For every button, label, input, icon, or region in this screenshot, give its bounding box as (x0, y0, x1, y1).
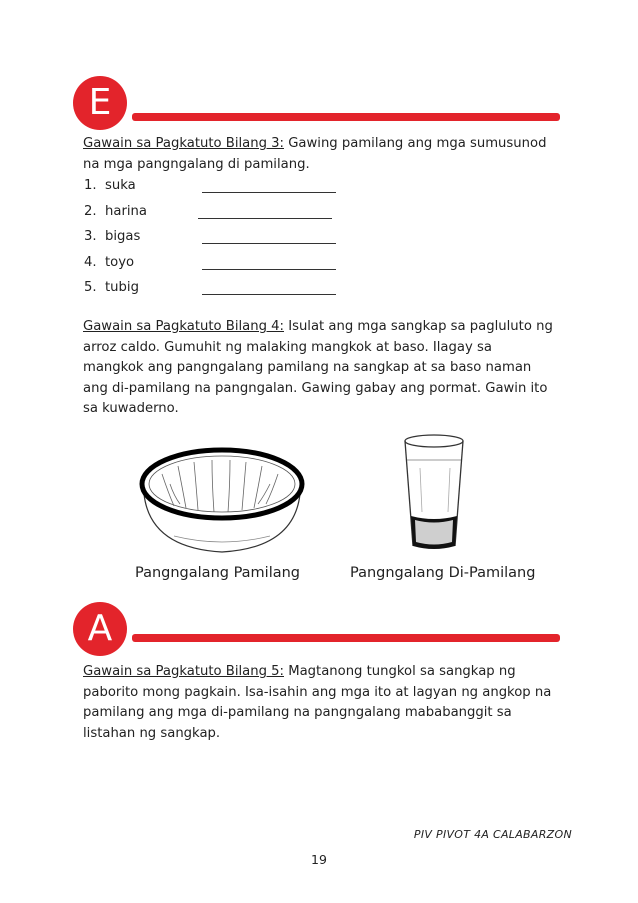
task4-text: Isulat ang mga sangkap sa pagluluto ng arroz caldo. Gumuhit ng malaking mangkok at baso. Ilagay sa mangkok ang pangngalang pamilang na sangkap at sa baso naman ang di-pamilang na pangngalan. Gawing gabay ang pormat. Gawin ito sa kuwaderno. (83, 319, 553, 416)
answer-blank[interactable] (202, 294, 336, 295)
footer-credit: PIV PIVOT 4A CALABARZON (413, 828, 572, 841)
task4-title: Gawain sa Pagkatuto Bilang 4: (83, 319, 284, 334)
answer-blank[interactable] (198, 218, 332, 219)
list-item (84, 176, 384, 202)
task5-paragraph (83, 662, 553, 744)
glass-caption: Pangngalang Di-Pamilang (350, 565, 536, 581)
section-a-rule (132, 634, 560, 642)
list-item-number: 3. (84, 229, 97, 244)
answer-blank[interactable] (202, 243, 336, 244)
answer-blank[interactable] (202, 269, 336, 270)
page-number: 19 (311, 852, 327, 867)
task3-list (84, 176, 384, 304)
list-item-number: 4. (84, 254, 97, 270)
list-item (84, 202, 384, 228)
list-item (84, 253, 384, 279)
list-item (84, 278, 384, 304)
section-a-badge: A (73, 602, 127, 656)
list-item-word: tubig (105, 280, 139, 295)
list-item-number: 1. (84, 178, 97, 193)
task3-title: Gawain sa Pagkatuto Bilang 3: (83, 136, 284, 151)
section-e-badge: E (73, 76, 127, 130)
list-item-number: 2. (84, 203, 97, 219)
list-item-word: harina (105, 203, 147, 219)
section-e-rule (132, 113, 560, 121)
answer-blank[interactable] (202, 192, 336, 193)
glass-illustration (398, 432, 470, 556)
bowl-illustration (134, 444, 310, 556)
task3-text: Gawing pamilang ang mga sumusunod na mga pangngalang di pamilang. (83, 136, 547, 172)
task5-title: Gawain sa Pagkatuto Bilang 5: (83, 664, 284, 679)
task3-paragraph (83, 134, 553, 175)
list-item (84, 227, 384, 253)
bowl-caption: Pangngalang Pamilang (135, 565, 301, 581)
list-item-word: toyo (105, 254, 135, 270)
list-item-word: bigas (105, 229, 141, 244)
task5-text: Magtanong tungkol sa sangkap ng paborito mong pagkain. Isa-isahin ang mga ito at lagyan ng angkop na pamilang ang mga di-pamilang na pangngalang mababanggit sa listahan ng sangkap. (83, 664, 552, 741)
list-item-number: 5. (84, 280, 97, 295)
list-item-word: suka (105, 178, 136, 193)
task4-paragraph (83, 317, 553, 420)
